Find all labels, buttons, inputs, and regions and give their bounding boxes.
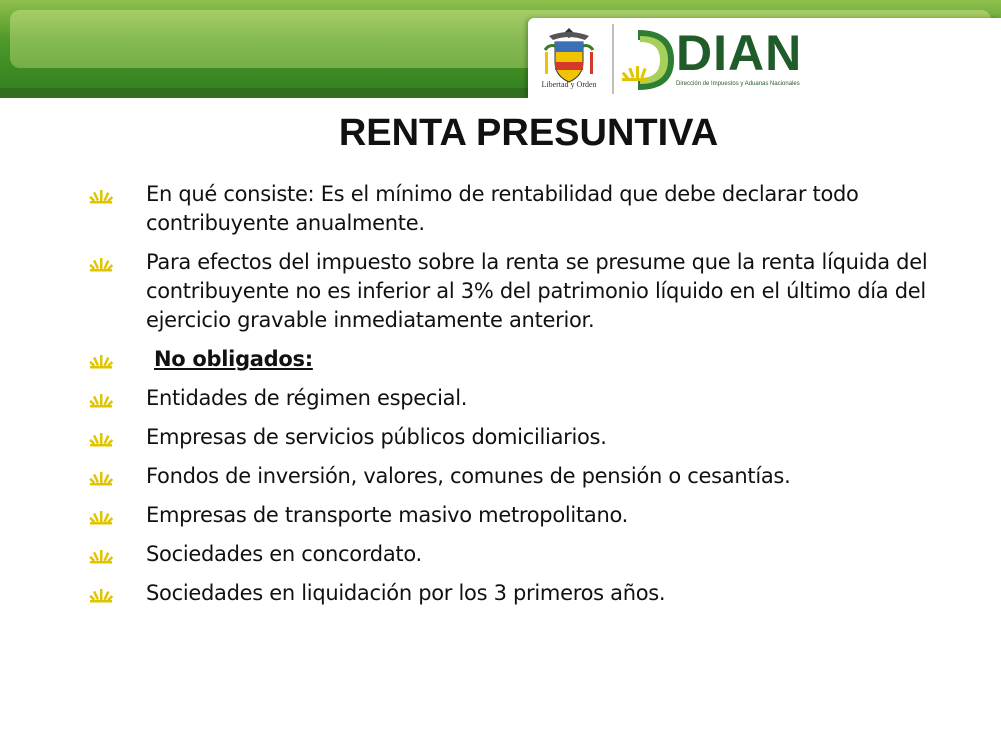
dian-logo-icon — [618, 24, 678, 94]
shield-caption: Libertad y Orden — [541, 80, 597, 89]
list-item — [88, 384, 938, 413]
sunburst-bullet-icon — [88, 349, 114, 369]
list-item — [88, 501, 938, 530]
header-banner — [0, 0, 1001, 98]
bullet-text: En qué consiste: Es el mínimo de rentabilidad que debe declarar todo contribuyente anualmente. — [146, 182, 859, 235]
sunburst-bullet-icon — [88, 466, 114, 486]
list-item — [88, 579, 938, 608]
logo-divider — [612, 24, 614, 94]
list-item — [88, 345, 938, 374]
list-item — [88, 248, 938, 335]
list-item — [88, 423, 938, 452]
colombia-coat-of-arms-icon — [541, 26, 597, 84]
bullet-text: Empresas de transporte masivo metropolitano. — [146, 503, 629, 527]
sunburst-bullet-icon — [88, 427, 114, 447]
bullet-text: Sociedades en concordato. — [146, 542, 422, 566]
slide-title: RENTA PRESUNTIVA — [338, 112, 719, 154]
bullet-text: Entidades de régimen especial. — [146, 386, 468, 410]
sunburst-bullet-icon — [88, 252, 114, 272]
sunburst-bullet-icon — [88, 184, 114, 204]
list-item — [88, 462, 938, 491]
no-obligados-heading: No obligados: — [154, 347, 313, 371]
list-item — [88, 540, 938, 569]
logo-panel — [528, 18, 1001, 98]
sunburst-bullet-icon — [88, 388, 114, 408]
bullet-text: Sociedades en liquidación por los 3 primeros años. — [146, 581, 666, 605]
sunburst-bullet-icon — [88, 583, 114, 603]
sunburst-bullet-icon — [88, 544, 114, 564]
dian-subtitle: Dirección de Impuestos y Aduanas Nacionales — [676, 81, 800, 87]
bullet-text: Para efectos del impuesto sobre la renta se presume que la renta líquida del contribuyente no es inferior al 3% del patrimonio líquido en el último día del ejercicio gravable inmediatamente anterior. — [146, 250, 928, 332]
sunburst-bullet-icon — [88, 505, 114, 525]
dian-wordmark: DIAN — [676, 25, 803, 81]
bullet-text: Fondos de inversión, valores, comunes de pensión o cesantías. — [146, 464, 791, 488]
list-item — [88, 180, 938, 238]
bullet-text: Empresas de servicios públicos domiciliarios. — [146, 425, 607, 449]
bullet-list — [88, 180, 938, 618]
